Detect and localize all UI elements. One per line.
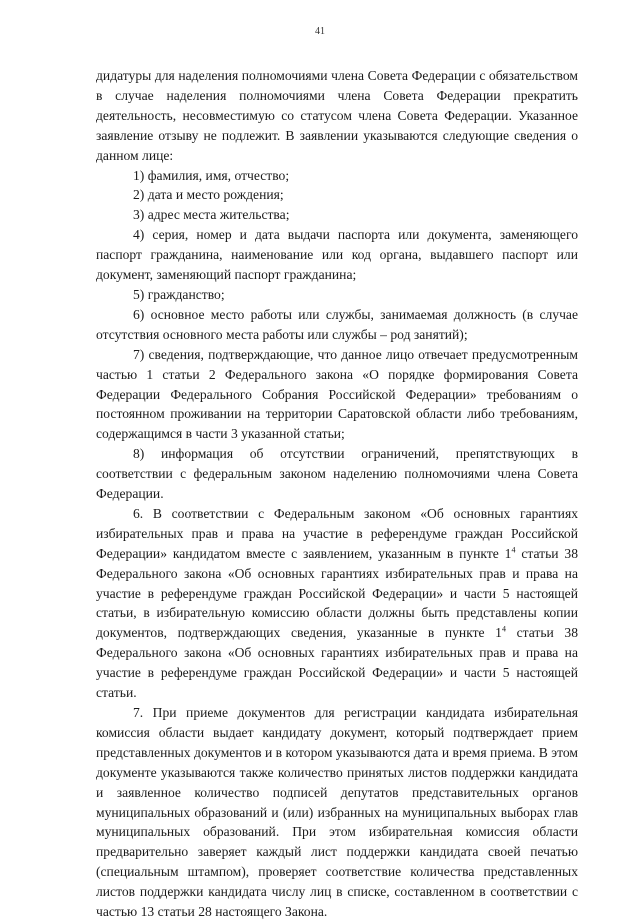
list-item: 3) адрес места жительства; (133, 207, 290, 223)
list-item: 4) серия, номер и дата выдачи паспорта или документа, заменяющего паспорт гражданина, наименование или код органа, выдавшего паспорт или документ, заменяющий паспорт гражданина; (96, 227, 578, 283)
paragraph-6-part-2: статьи 38 Федерального закона «Об основных гарантиях избирательных прав и права на участие в референдуме граждан Российской Федерации» и части 5 настоящей статьи, в избирательную комиссию области должны быть представлены копии документов, подтверждающих сведения, указанные в пункте 1 (96, 545, 578, 641)
page-number: 41 (315, 26, 325, 37)
list-item: 2) дата и место рождения; (133, 187, 284, 203)
paragraph-7: 7. При приеме документов для регистрации кандидата избирательная комиссия области выдает кандидату документ, который подтверждает прием представленных документов и в котором указываются дата и время приема. В этом документе указываются также количество принятых листов поддержки кандидата и заявленное количество подписей депутатов представительных органов муниципальных образований и (или) избранных на муниципальных выборах глав муниципальных образований. При этом избирательная комиссия области предварительно заверяет каждый лист поддержки кандидата своей печатью (специальным штампом), проверяет соответствие количества представленных листов поддержки кандидата числу лиц в списке, составленном в соответствии с частью 13 статьи 28 настоящего Закона. (96, 705, 578, 920)
paragraph-6-part-1: 6. В соответствии с Федеральным законом «Об основных гарантиях избирательных прав и права на участие в референдуме граждан Российской Федерации» кандидатом вместе с заявлением, указанным в пункте 1 (96, 505, 578, 561)
superscript: 4 (501, 624, 506, 634)
paragraph-intro: дидатуры для наделения полномочиями члена Совета Федерации с обязательством в случае наделения полномочиями члена Совета Федерации прекратить деятельность, несовместимую со статусом члена Совета Федерации. Указанное заявление отзыву не подлежит. В заявлении указываются следующие сведения о данном лице: (96, 68, 578, 163)
list-item: 6) основное место работы или службы, занимаемая должность (в случае отсутствия основного места работы или службы – род занятий); (96, 306, 578, 342)
paragraph-6-part-3: статьи 38 Федерального закона «Об основных гарантиях избирательных прав и права на участие в референдуме граждан Российской Федерации» и части 5 настоящей статьи. (96, 625, 578, 701)
paragraph-6 (96, 504, 578, 703)
document-body (96, 66, 578, 922)
list-item: 1) фамилия, имя, отчество; (133, 167, 290, 183)
list-item: 8) информация об отсутствии ограничений, препятствующих в соответствии с федеральным законом наделению полномочиями члена Совета Федерации. (96, 446, 578, 502)
superscript: 4 (511, 545, 516, 555)
list-item: 7) сведения, подтверждающие, что данное лицо отвечает предусмотренным частью 1 статьи 2 Федерального закона «О порядке формирования Совета Федерации Федерального Собрания Российской Федерации» требованиям о постоянном проживании на территории Саратовской области либо требованиям, содержащимся в части 3 указанной статьи; (96, 346, 578, 442)
list-item: 5) гражданство; (133, 286, 225, 302)
